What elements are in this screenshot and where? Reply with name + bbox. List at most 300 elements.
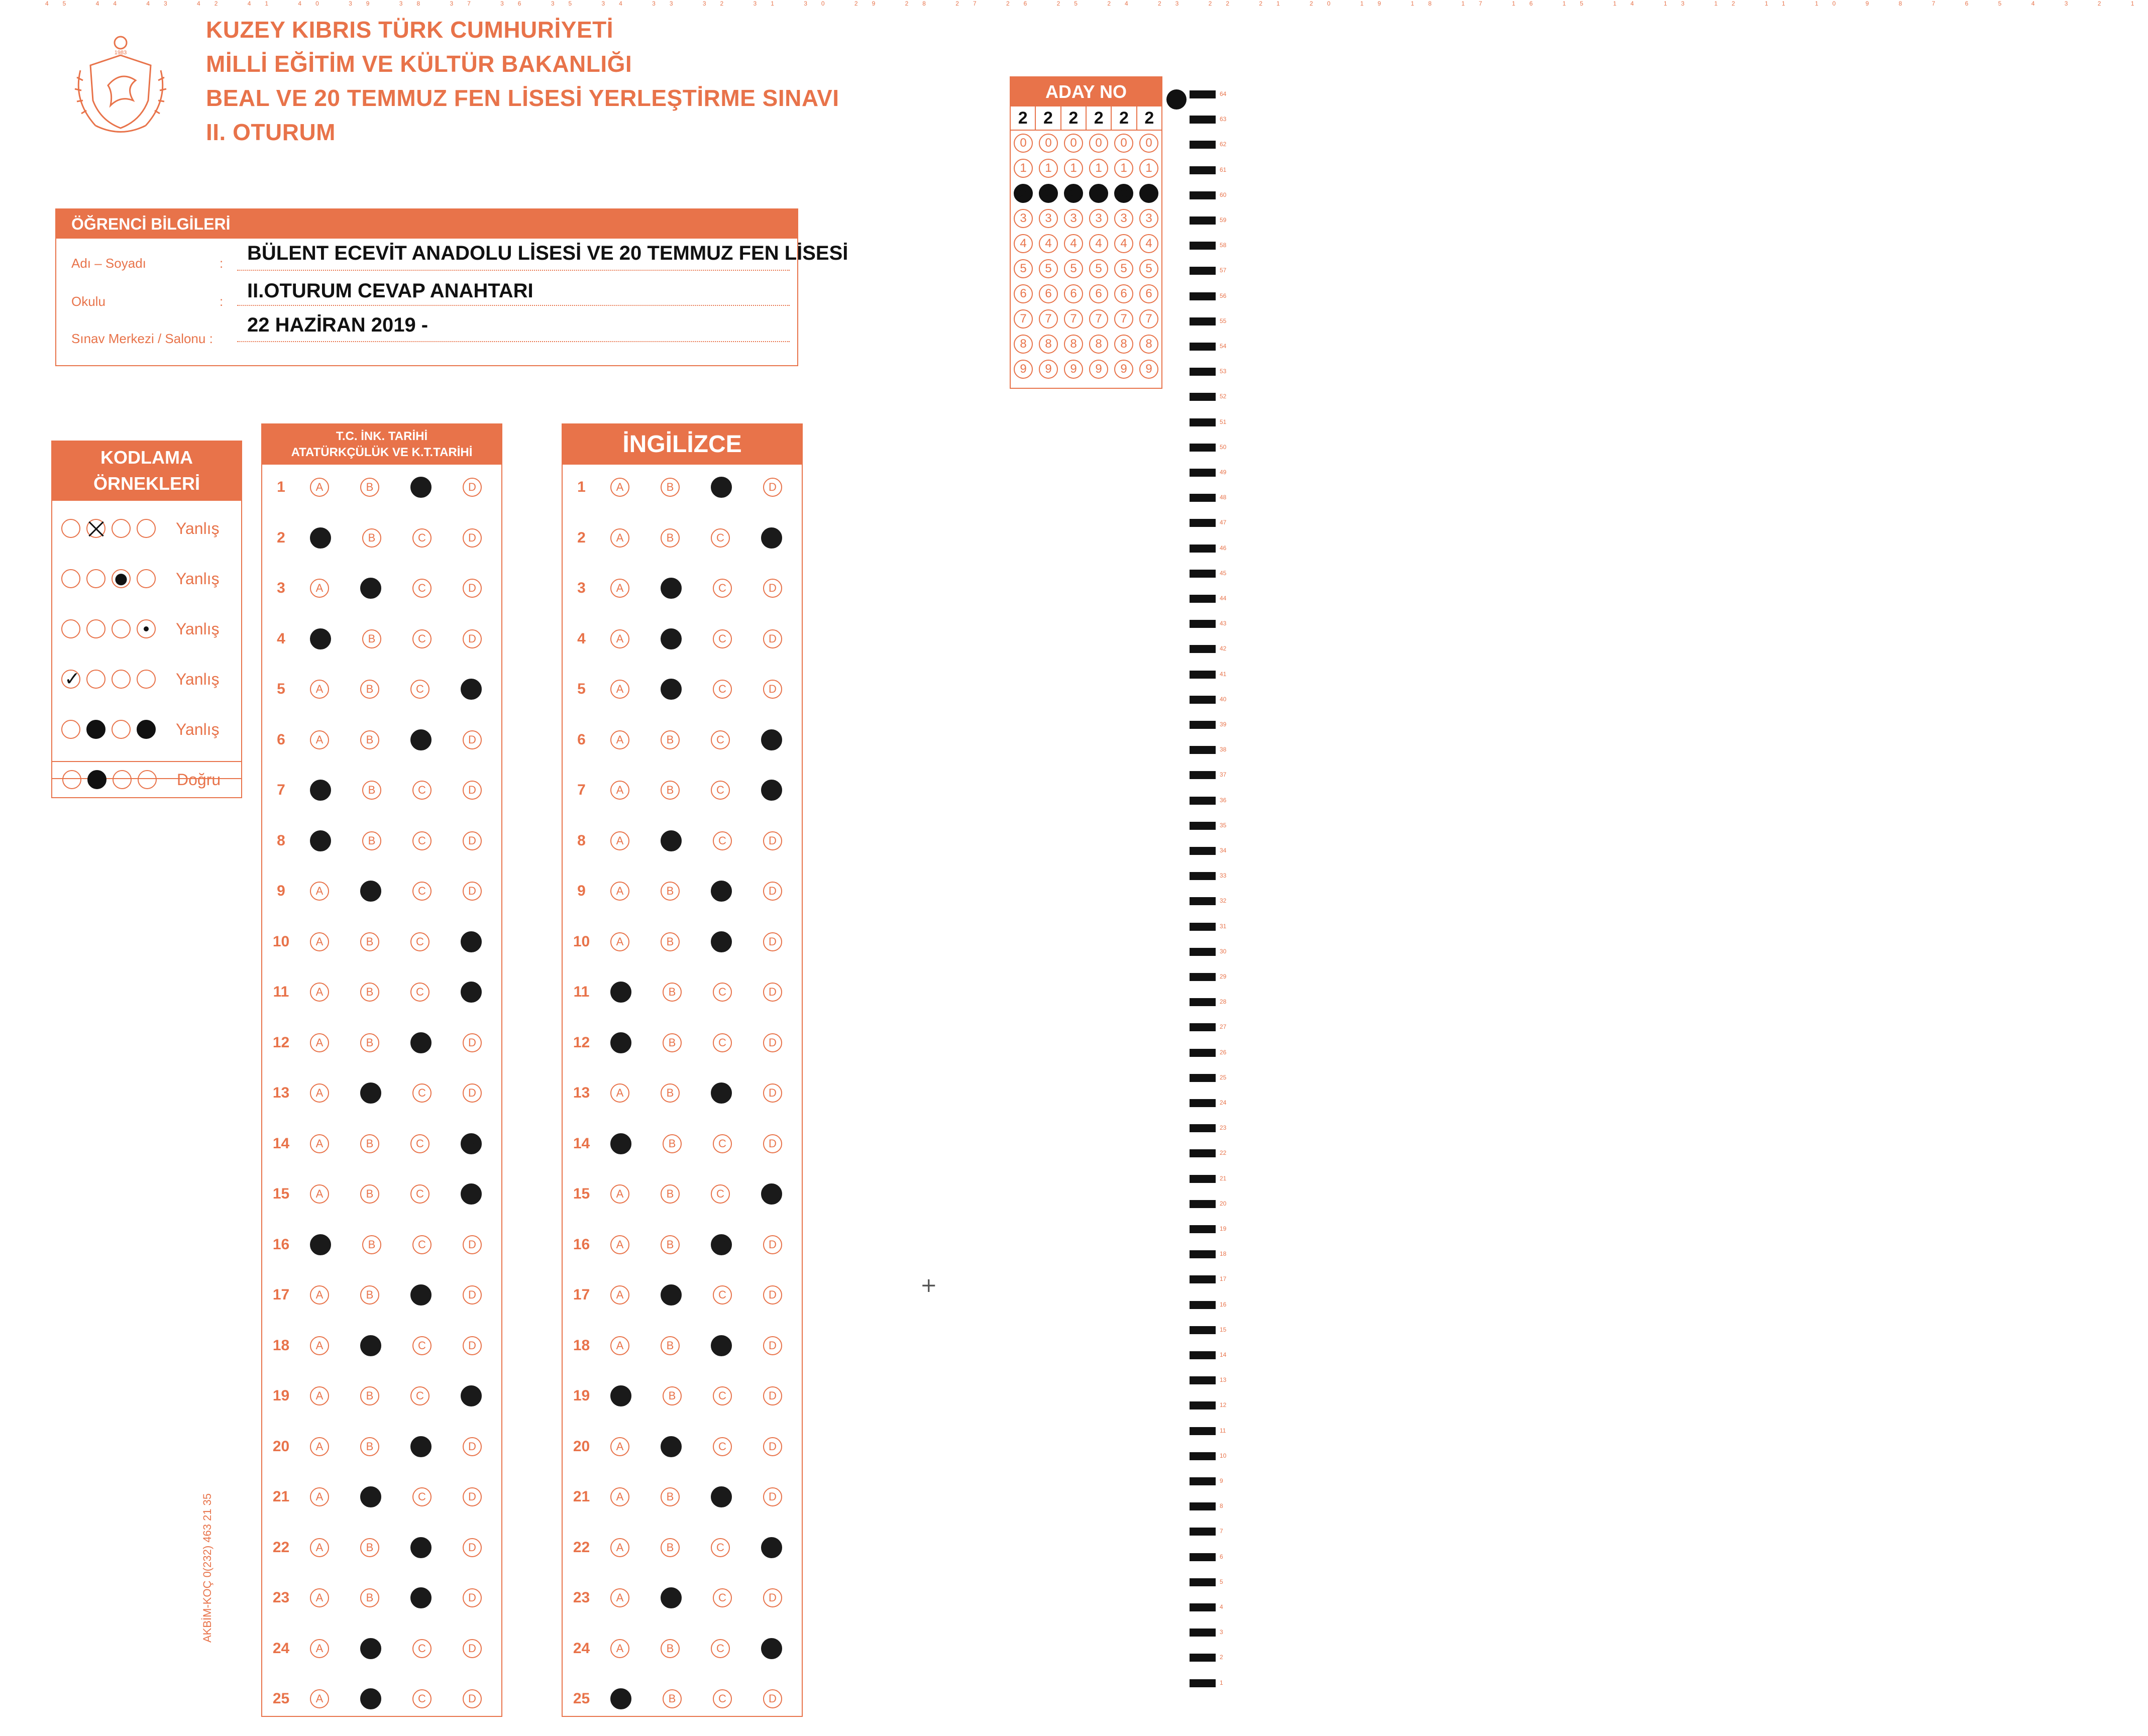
candidate-bubble[interactable]: 2 [1139,184,1158,203]
answer-bubble-c[interactable]: C [711,1486,732,1507]
answer-bubble-c[interactable]: C [410,477,432,498]
candidate-bubble[interactable]: 9 [1139,360,1158,379]
answer-bubble-a[interactable]: A [610,982,631,1003]
candidate-bubble[interactable]: 4 [1014,234,1033,253]
answer-bubble-d[interactable]: D [763,629,782,648]
answer-bubble-c[interactable]: C [412,629,432,648]
answer-bubble-b[interactable]: B [663,983,682,1002]
answer-bubble-c[interactable]: C [410,1386,429,1405]
answer-bubble-b[interactable]: B [360,1588,379,1607]
answer-bubble-b[interactable]: B [362,1235,381,1254]
candidate-bubble[interactable]: 0 [1064,134,1083,153]
answer-bubble-b[interactable]: B [661,1587,682,1608]
answer-bubble-d[interactable]: D [463,1033,482,1052]
answer-bubble-b[interactable]: B [661,1184,680,1204]
question-number: 22 [272,1539,290,1556]
answer-bubble-a[interactable]: A [610,1032,631,1053]
answer-bubble-b[interactable]: B [661,478,680,497]
answer-bubble-c[interactable]: C [410,983,429,1002]
answer-bubble-c[interactable]: C [412,882,432,901]
candidate-bubble[interactable]: 5 [1139,259,1158,278]
answer-bubble-b[interactable]: B [661,781,680,800]
answer-bubble-b[interactable]: B [661,528,680,548]
answer-bubble-d[interactable]: D [463,1689,482,1708]
answer-bubble-c[interactable]: C [711,528,730,548]
candidate-bubble[interactable]: 3 [1139,209,1158,228]
answer-bubble-c[interactable]: C [410,729,432,750]
candidate-number-digits [1011,106,1161,131]
answer-bubble-c[interactable]: C [410,932,429,951]
answer-bubble-a[interactable]: A [310,680,329,699]
answer-bubble-b[interactable]: B [661,1336,680,1355]
answer-bubble-d[interactable]: D [763,1336,782,1355]
answer-bubble-b[interactable]: B [360,1688,381,1709]
candidate-bubble[interactable]: 4 [1114,234,1133,253]
answer-bubble-d[interactable]: D [463,1336,482,1355]
answer-bubble-a[interactable]: A [610,831,629,850]
answer-bubble-c[interactable]: C [713,629,732,648]
question-number: 8 [277,832,285,849]
answer-bubble-a[interactable]: A [610,629,629,648]
answer-bubble-d[interactable]: D [461,1133,482,1154]
candidate-bubble[interactable]: 1 [1139,159,1158,178]
answer-bubble-c[interactable]: C [412,1487,432,1506]
answer-bubble-d[interactable]: D [761,1638,782,1659]
answer-bubble-a[interactable]: A [310,882,329,901]
candidate-bubble[interactable]: 4 [1064,234,1083,253]
answer-bubble-c[interactable]: C [713,1134,732,1153]
answer-bubble-c[interactable]: C [412,1689,432,1708]
candidate-bubble[interactable]: 7 [1139,309,1158,329]
answer-bubble-d[interactable]: D [763,1033,782,1052]
candidate-bubble[interactable]: 5 [1039,259,1058,278]
answer-bubble-b[interactable]: B [663,1033,682,1052]
answer-bubble-b[interactable]: B [663,1134,682,1153]
answer-bubble-b[interactable]: B [661,1284,682,1306]
timing-mark [1190,595,1216,603]
answer-bubble-b[interactable]: B [360,1437,379,1456]
answer-bubble-c[interactable]: C [410,1537,432,1558]
candidate-bubble[interactable]: 4 [1139,234,1158,253]
answer-bubble-d[interactable]: D [463,730,482,749]
answer-bubble-b[interactable]: B [661,1083,680,1103]
answer-bubble-d[interactable]: D [763,882,782,901]
timing-mark-number: 58 [1220,242,1227,249]
candidate-bubble[interactable]: 1 [1089,159,1108,178]
question-number: 16 [573,1236,590,1253]
answer-bubble-a[interactable]: A [310,1386,329,1405]
answer-bubble-b[interactable]: B [360,1486,381,1507]
candidate-bubble[interactable]: 2 [1039,184,1058,203]
answer-bubble-d[interactable]: D [763,1083,782,1103]
timing-mark-number: 48 [1220,494,1227,501]
answer-bubble-a[interactable]: A [310,1285,329,1305]
answer-bubble-c[interactable]: C [713,1285,732,1305]
candidate-bubble[interactable]: 3 [1089,209,1108,228]
candidate-bubble[interactable]: 8 [1039,335,1058,354]
answer-bubble-d[interactable]: D [761,1183,782,1205]
answer-bubble-b[interactable]: B [360,1538,379,1557]
timing-mark-number: 41 [1220,670,1227,678]
example-bubble-check [61,670,80,689]
candidate-bubble[interactable]: 0 [1139,134,1158,153]
answer-bubble-a[interactable]: A [310,1083,329,1103]
candidate-bubble[interactable]: 5 [1064,259,1083,278]
answer-bubble-a[interactable]: A [310,527,331,549]
answer-bubble-a[interactable]: A [610,528,629,548]
answer-bubble-c[interactable]: C [713,680,732,699]
answer-bubble-d[interactable]: D [461,1385,482,1406]
answer-bubble-c[interactable]: C [711,1082,732,1104]
answer-bubble-b[interactable]: B [661,578,682,599]
candidate-bubble[interactable]: 1 [1114,159,1133,178]
answer-bubble-a[interactable]: A [610,1588,629,1607]
answer-bubble-c[interactable]: C [412,579,432,598]
answer-bubble-d[interactable]: D [463,528,482,548]
candidate-bubble[interactable]: 9 [1039,360,1058,379]
answer-bubble-d[interactable]: D [463,1437,482,1456]
answer-bubble-d[interactable]: D [763,932,782,951]
candidate-bubble[interactable]: 8 [1064,335,1083,354]
answer-bubble-c[interactable]: C [711,730,730,749]
candidate-bubble-cell [1111,184,1136,203]
answer-bubble-c[interactable]: C [410,1184,429,1204]
candidate-bubble[interactable]: 7 [1114,309,1133,329]
answer-bubble-a[interactable]: A [610,1336,629,1355]
candidate-bubble[interactable]: 3 [1014,209,1033,228]
answer-bubble-a[interactable]: A [610,1688,631,1709]
example-correct [62,765,221,795]
question-row [262,523,501,553]
answer-bubble-d[interactable]: D [463,1538,482,1557]
answer-bubble-d[interactable]: D [761,527,782,549]
question-number: 13 [573,1084,590,1101]
answer-bubble-b[interactable]: B [360,1285,379,1305]
name-field[interactable]: BÜLENT ECEVİT ANADOLU LİSESİ VE 20 TEMMUZ FEN LİSESİ [247,242,848,264]
candidate-bubble[interactable]: 3 [1039,209,1058,228]
candidate-bubble[interactable]: 2 [1064,184,1083,203]
answer-bubble-b[interactable]: B [661,1235,680,1254]
candidate-bubble[interactable]: 9 [1114,360,1133,379]
answer-bubble-c[interactable]: C [412,1336,432,1355]
candidate-bubble[interactable]: 7 [1089,309,1108,329]
answer-bubble-d[interactable]: D [763,1437,782,1456]
answer-bubble-b[interactable]: B [661,1639,680,1658]
timing-mark [1190,746,1216,754]
answer-bubble-a[interactable]: A [310,579,329,598]
candidate-bubble[interactable]: 8 [1139,335,1158,354]
candidate-bubble[interactable]: 6 [1114,284,1133,303]
answer-bubble-a[interactable]: A [310,1689,329,1708]
answer-bubble-d[interactable]: D [763,1235,782,1254]
answer-bubble-a[interactable]: A [610,781,629,800]
answer-bubble-b[interactable]: B [360,1082,381,1104]
answer-bubble-b[interactable]: B [661,882,680,901]
answer-bubble-a[interactable]: A [310,1134,329,1153]
candidate-bubble[interactable]: 4 [1089,234,1108,253]
answer-bubble-d[interactable]: D [763,983,782,1002]
answer-bubble-d[interactable]: D [461,679,482,700]
timing-mark-number: 7 [1220,1528,1223,1535]
candidate-bubble[interactable]: 6 [1089,284,1108,303]
candidate-bubble[interactable]: 9 [1064,360,1083,379]
answer-bubble-b[interactable]: B [661,628,682,649]
answer-bubble-a[interactable]: A [610,1437,629,1456]
candidate-bubble[interactable]: 8 [1089,335,1108,354]
answer-bubble-d[interactable]: D [763,1285,782,1305]
answer-bubble-a[interactable]: A [310,932,329,951]
answer-bubble-c[interactable]: C [711,1335,732,1356]
candidate-bubble[interactable]: 8 [1114,335,1133,354]
answer-bubble-a[interactable]: A [610,1235,629,1254]
question-row [563,674,802,704]
timing-mark-number: 40 [1220,695,1227,703]
answer-bubble-d[interactable]: D [763,831,782,850]
answer-bubble-b[interactable]: B [360,1184,379,1204]
candidate-bubble[interactable]: 1 [1039,159,1058,178]
candidate-bubble[interactable]: 6 [1064,284,1083,303]
question-number: 6 [577,731,586,748]
candidate-bubble[interactable]: 2 [1114,184,1133,203]
candidate-bubble[interactable]: 9 [1089,360,1108,379]
column-title-line-1: T.C. İNK. TARİHİ [336,429,428,443]
timing-mark-number: 13 [1220,1376,1227,1384]
answer-bubble-b[interactable]: B [360,1134,379,1153]
answer-bubble-a[interactable]: A [610,1083,629,1103]
answer-bubble-b[interactable]: B [360,983,379,1002]
answer-bubble-a[interactable]: A [310,1538,329,1557]
answer-bubble-d[interactable]: D [463,579,482,598]
answer-bubble-c[interactable]: C [412,831,432,850]
answer-bubble-d[interactable]: D [763,1588,782,1607]
candidate-bubble[interactable]: 3 [1064,209,1083,228]
answer-bubble-c[interactable]: C [713,1386,732,1405]
answer-bubble-d[interactable]: D [763,579,782,598]
candidate-bubble[interactable]: 2 [1014,184,1033,203]
answer-bubble-a[interactable]: A [610,932,629,951]
answer-bubble-b[interactable]: B [661,1487,680,1506]
answer-bubble-c[interactable]: C [713,1033,732,1052]
answer-bubble-a[interactable]: A [310,1437,329,1456]
answer-bubble-a[interactable]: A [610,1487,629,1506]
answer-bubble-a[interactable]: A [310,1033,329,1052]
candidate-bubble[interactable]: 4 [1039,234,1058,253]
answer-bubble-b[interactable]: B [360,730,379,749]
answer-bubble-c[interactable]: C [412,1639,432,1658]
answer-bubble-d[interactable]: D [761,780,782,801]
candidate-bubble[interactable]: 1 [1014,159,1033,178]
answer-bubble-c[interactable]: C [410,1134,429,1153]
timing-mark-number: 55 [1220,317,1227,324]
question-number: 20 [573,1438,590,1455]
answer-bubble-d[interactable]: D [463,1285,482,1305]
candidate-bubble[interactable]: 0 [1114,134,1133,153]
answer-bubble-d[interactable]: D [763,1386,782,1405]
answer-bubble-b[interactable]: B [661,679,682,700]
answer-bubble-d[interactable]: D [463,831,482,850]
timing-mark-number: 30 [1220,947,1227,955]
answer-bubble-d[interactable]: D [761,1537,782,1558]
answer-bubble-a[interactable]: A [610,1385,631,1406]
answer-bubble-b[interactable]: B [661,1436,682,1457]
answer-bubble-c[interactable]: C [713,1588,732,1607]
answer-bubble-c[interactable]: C [713,983,732,1002]
answer-bubble-a[interactable]: A [610,1184,629,1204]
answer-bubble-a[interactable]: A [310,1234,331,1255]
answer-bubble-c[interactable]: C [410,1284,432,1306]
answer-bubble-d[interactable]: D [463,478,482,497]
answer-bubble-b[interactable]: B [360,478,379,497]
answer-bubble-d[interactable]: D [463,1487,482,1506]
candidate-bubble[interactable]: 0 [1089,134,1108,153]
answer-bubble-b[interactable]: B [661,730,680,749]
answer-bubble-a[interactable]: A [610,882,629,901]
answer-bubble-d[interactable]: D [763,1689,782,1708]
school-field[interactable]: II.OTURUM CEVAP ANAHTARI [247,280,533,302]
answer-bubble-d[interactable]: D [463,781,482,800]
answer-bubble-c[interactable]: C [713,579,732,598]
answer-bubble-a[interactable]: A [610,1639,629,1658]
answer-bubble-d[interactable]: D [463,1639,482,1658]
answer-bubble-c[interactable]: C [412,781,432,800]
candidate-bubble[interactable]: 6 [1139,284,1158,303]
answer-bubble-c[interactable]: C [412,1083,432,1103]
answer-bubble-b[interactable]: B [362,629,381,648]
candidate-bubble[interactable]: 5 [1114,259,1133,278]
candidate-bubble-cell [1036,209,1061,228]
answer-bubble-c[interactable]: C [713,831,732,850]
candidate-bubble-cell [1061,134,1086,153]
answer-bubble-b[interactable]: B [362,831,381,850]
timing-mark [1190,267,1216,275]
timing-mark [1190,216,1216,225]
answer-bubble-a[interactable]: A [310,1639,329,1658]
answer-bubble-c[interactable]: C [711,1184,730,1204]
answer-bubble-a[interactable]: A [310,983,329,1002]
candidate-bubble[interactable]: 9 [1014,360,1033,379]
candidate-bubble[interactable]: 0 [1039,134,1058,153]
answer-bubble-a[interactable]: A [310,628,331,649]
answer-bubble-a[interactable]: A [310,1184,329,1204]
answer-bubble-a[interactable]: A [610,579,629,598]
answer-bubble-c[interactable]: C [410,1436,432,1457]
answer-bubble-d[interactable]: D [763,1134,782,1153]
answer-bubble-b[interactable]: B [360,578,381,599]
center-field[interactable]: 22 HAZİRAN 2019 - [247,314,428,336]
answer-bubble-b[interactable]: B [661,830,682,851]
answer-bubble-c[interactable]: C [711,1639,730,1658]
timing-mark-number: 45 [1220,569,1227,577]
candidate-bubble[interactable]: 6 [1014,284,1033,303]
answer-bubble-a[interactable]: A [610,1538,629,1557]
answer-bubble-a[interactable]: A [610,478,629,497]
candidate-bubble[interactable]: 5 [1089,259,1108,278]
candidate-bubble[interactable]: 6 [1039,284,1058,303]
example-label-correct: Doğru [177,770,221,789]
answer-bubble-c[interactable]: C [711,881,732,902]
answer-bubble-b[interactable]: B [663,1689,682,1708]
answer-bubble-b[interactable]: B [360,1638,381,1659]
candidate-bubble[interactable]: 7 [1039,309,1058,329]
answer-bubble-c[interactable]: C [711,931,732,952]
candidate-bubble[interactable]: 0 [1014,134,1033,153]
answer-bubble-d[interactable]: D [461,931,482,952]
answer-bubble-d[interactable]: D [463,1083,482,1103]
candidate-bubble[interactable]: 7 [1064,309,1083,329]
answer-bubble-a[interactable]: A [310,780,331,801]
answer-bubble-a[interactable]: A [310,478,329,497]
answer-bubble-d[interactable]: D [463,882,482,901]
answer-bubble-b[interactable]: B [360,881,381,902]
answer-bubble-c[interactable]: C [412,1235,432,1254]
candidate-bubble[interactable]: 1 [1064,159,1083,178]
answer-bubble-a[interactable]: A [610,680,629,699]
timing-mark-number: 4 [1220,1603,1223,1610]
answer-bubble-c[interactable]: C [410,680,429,699]
answer-bubble-a[interactable]: A [310,1336,329,1355]
timing-mark [1190,671,1216,679]
answer-bubble-b[interactable]: B [663,1386,682,1405]
answer-bubble-b[interactable]: B [360,1335,381,1356]
answer-bubble-a[interactable]: A [310,830,331,851]
question-number: 24 [573,1640,590,1657]
timing-mark-number: 10 [1220,1452,1227,1459]
answer-bubble-d[interactable]: D [463,629,482,648]
answer-bubble-c[interactable]: C [410,1032,432,1053]
answer-bubble-c[interactable]: C [713,1689,732,1708]
answer-bubble-a[interactable]: A [610,1133,631,1154]
answer-bubble-d[interactable]: D [761,729,782,750]
question-number: 23 [272,1589,290,1606]
answer-bubble-d[interactable]: D [763,680,782,699]
answer-bubble-b[interactable]: B [360,1033,379,1052]
answer-bubble-d[interactable]: D [461,1183,482,1205]
answer-bubble-b[interactable]: B [362,528,381,548]
answer-bubble-a[interactable]: A [310,1588,329,1607]
answer-bubble-b[interactable]: B [360,932,379,951]
answer-bubble-c[interactable]: C [711,1234,732,1255]
answer-bubble-c[interactable]: C [711,477,732,498]
answer-bubble-d[interactable]: D [463,1588,482,1607]
answer-bubble-c[interactable]: C [713,1437,732,1456]
answer-bubble-b[interactable]: B [360,1386,379,1405]
candidate-bubble[interactable]: 7 [1014,309,1033,329]
timing-mark [1190,1275,1216,1283]
answer-bubble-d[interactable]: D [463,1235,482,1254]
answer-bubble-d[interactable]: D [763,1487,782,1506]
answer-bubble-b[interactable]: B [661,1538,680,1557]
answer-bubble-a[interactable]: A [310,730,329,749]
candidate-bubble[interactable]: 3 [1114,209,1133,228]
answer-bubble-c[interactable]: C [412,528,432,548]
example-wrong-partial [61,564,220,594]
answer-bubble-c[interactable]: C [711,1538,730,1557]
answer-bubble-b[interactable]: B [360,680,379,699]
candidate-bubble[interactable]: 2 [1089,184,1108,203]
answer-bubble-a[interactable]: A [310,1487,329,1506]
answer-bubble-d[interactable]: D [461,982,482,1003]
answer-bubble-a[interactable]: A [610,1285,629,1305]
answer-bubble-c[interactable]: C [410,1587,432,1608]
answer-bubble-b[interactable]: B [661,932,680,951]
candidate-bubble[interactable]: 5 [1014,259,1033,278]
candidate-bubble[interactable]: 8 [1014,335,1033,354]
answer-bubble-b[interactable]: B [362,781,381,800]
answer-bubble-c[interactable]: C [711,781,730,800]
answer-bubble-d[interactable]: D [763,478,782,497]
timing-mark-number: 14 [1220,1351,1227,1358]
answer-bubble-a[interactable]: A [610,730,629,749]
